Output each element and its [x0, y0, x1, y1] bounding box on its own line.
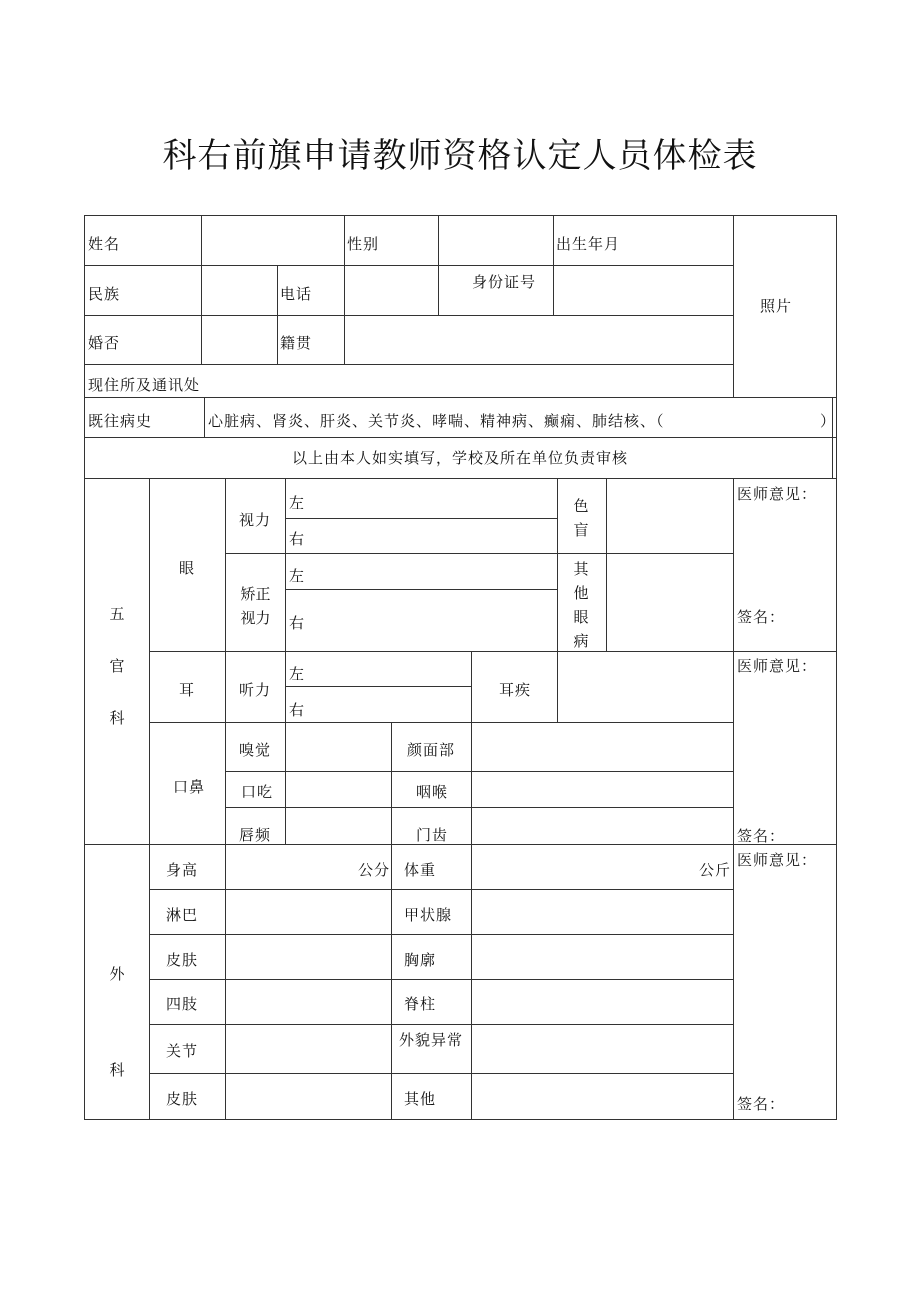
weight-field[interactable] [472, 845, 696, 889]
gender-field[interactable] [439, 216, 553, 265]
height-unit: 公分 [358, 861, 391, 879]
surgery-doctor-opinion-field[interactable] [734, 866, 836, 1086]
five-senses-section-label: 五 官 科 [109, 605, 125, 727]
page-title: 科右前旗申请教师资格认定人员体检表 [162, 136, 758, 176]
marital-field[interactable] [202, 316, 277, 364]
cleft-lip-field[interactable] [286, 808, 391, 844]
weight-label: 体重 [404, 861, 437, 879]
face-field[interactable] [472, 723, 733, 771]
weight-unit: 公斤 [699, 861, 732, 879]
corrected-left-field[interactable] [306, 554, 557, 589]
ear-signature-label: 签名： [737, 827, 786, 845]
ear-disease-label: 耳疾 [499, 681, 532, 699]
name-field[interactable] [202, 216, 344, 265]
eye-signature-label: 签名： [737, 608, 786, 626]
skin2-field[interactable] [226, 1074, 391, 1119]
thyroid-label: 甲状腺 [404, 906, 453, 924]
phone-field[interactable] [345, 266, 438, 315]
teeth-label: 门齿 [416, 826, 449, 844]
birth-label: 出生年月 [556, 235, 621, 253]
height-field[interactable] [226, 845, 356, 889]
stutter-field[interactable] [286, 772, 391, 807]
photo-label: 照片 [760, 297, 793, 315]
other-eye-disease-label: 其 他 眼 病 [573, 560, 589, 650]
stutter-label: 口吃 [241, 783, 274, 801]
appearance-field[interactable] [472, 1025, 733, 1073]
vision-right-field[interactable] [306, 519, 557, 553]
hearing-label: 听力 [239, 681, 272, 699]
corrected-right-label: 右 [289, 614, 306, 632]
hearing-right-label: 右 [289, 701, 306, 719]
spine-label: 脊柱 [404, 995, 437, 1013]
throat-field[interactable] [472, 772, 733, 807]
mouth-nose-label: 口鼻 [173, 778, 206, 796]
joints-label: 关节 [166, 1042, 199, 1060]
chest-label: 胸廓 [404, 951, 437, 969]
history-label: 既往病史 [88, 412, 153, 430]
face-label: 颜面部 [407, 741, 456, 759]
other-eye-disease-field[interactable] [607, 554, 733, 651]
skin2-label: 皮肤 [166, 1090, 199, 1108]
chest-field[interactable] [472, 935, 733, 979]
surgery-signature-label: 签名： [737, 1095, 786, 1113]
smell-field[interactable] [286, 723, 391, 771]
lymph-label: 淋巴 [166, 906, 199, 924]
eye-label: 眼 [179, 559, 196, 577]
throat-label: 咽喉 [416, 783, 449, 801]
surgery-doctor-opinion-label: 医师意见： [737, 851, 818, 869]
corrected-vision-label: 矫正 视力 [240, 585, 271, 627]
eye-doctor-opinion-field[interactable] [734, 500, 836, 600]
photo-box [734, 216, 836, 397]
corrected-left-label: 左 [289, 567, 306, 585]
ear-doctor-opinion-field[interactable] [734, 672, 836, 822]
spine-field[interactable] [472, 980, 733, 1024]
address-label: 现住所及通讯处 [88, 376, 201, 394]
gender-label: 性别 [347, 235, 380, 253]
address-field[interactable] [230, 365, 733, 397]
ethnicity-label: 民族 [88, 285, 121, 303]
id-number-label: 身份证号 [472, 273, 537, 291]
hearing-left-field[interactable] [306, 652, 471, 686]
marital-label: 婚否 [88, 334, 121, 352]
declaration-text: 以上由本人如实填写，学校及所在单位负责审核 [291, 449, 628, 467]
joints-field[interactable] [226, 1025, 391, 1073]
surgery-section-label: 外 科 [109, 965, 125, 1079]
eye-doctor-opinion-label: 医师意见： [737, 485, 818, 503]
birth-field[interactable] [650, 216, 733, 265]
vision-left-field[interactable] [306, 479, 557, 518]
history-close: ） [820, 412, 837, 430]
color-blind-label: 色 盲 [573, 497, 589, 539]
hearing-left-label: 左 [289, 665, 306, 683]
history-other-field[interactable] [705, 400, 823, 434]
phone-label: 电话 [280, 285, 313, 303]
skin-label: 皮肤 [166, 951, 199, 969]
origin-field[interactable] [345, 316, 733, 364]
vision-right-label: 右 [289, 530, 306, 548]
ethnicity-field[interactable] [202, 266, 277, 315]
cleft-lip-label: 唇频 [239, 826, 272, 844]
limbs-label: 四肢 [166, 995, 199, 1013]
limbs-field[interactable] [226, 980, 391, 1024]
history-items: 心脏病、肾炎、肝炎、关节炎、哮喘、精神病、癫痫、肺结核、（ [208, 412, 665, 430]
vision-left-label: 左 [289, 494, 306, 512]
origin-label: 籍贯 [280, 334, 313, 352]
appearance-label: 外貌异常 [399, 1031, 464, 1049]
other-field[interactable] [472, 1074, 733, 1119]
height-label: 身高 [166, 861, 199, 879]
vision-label: 视力 [239, 511, 272, 529]
id-number-field[interactable] [554, 266, 733, 315]
teeth-field[interactable] [472, 808, 733, 844]
thyroid-field[interactable] [472, 890, 733, 934]
name-label: 姓名 [88, 235, 121, 253]
hearing-right-field[interactable] [306, 687, 471, 722]
skin-field[interactable] [226, 935, 391, 979]
ear-label: 耳 [179, 681, 196, 699]
color-blind-field[interactable] [607, 479, 733, 553]
corrected-right-field[interactable] [306, 590, 557, 651]
other-label: 其他 [404, 1090, 437, 1108]
ear-doctor-opinion-label: 医师意见： [737, 657, 818, 675]
ear-disease-field[interactable] [558, 652, 733, 722]
smell-label: 嗅觉 [239, 741, 272, 759]
lymph-field[interactable] [226, 890, 391, 934]
